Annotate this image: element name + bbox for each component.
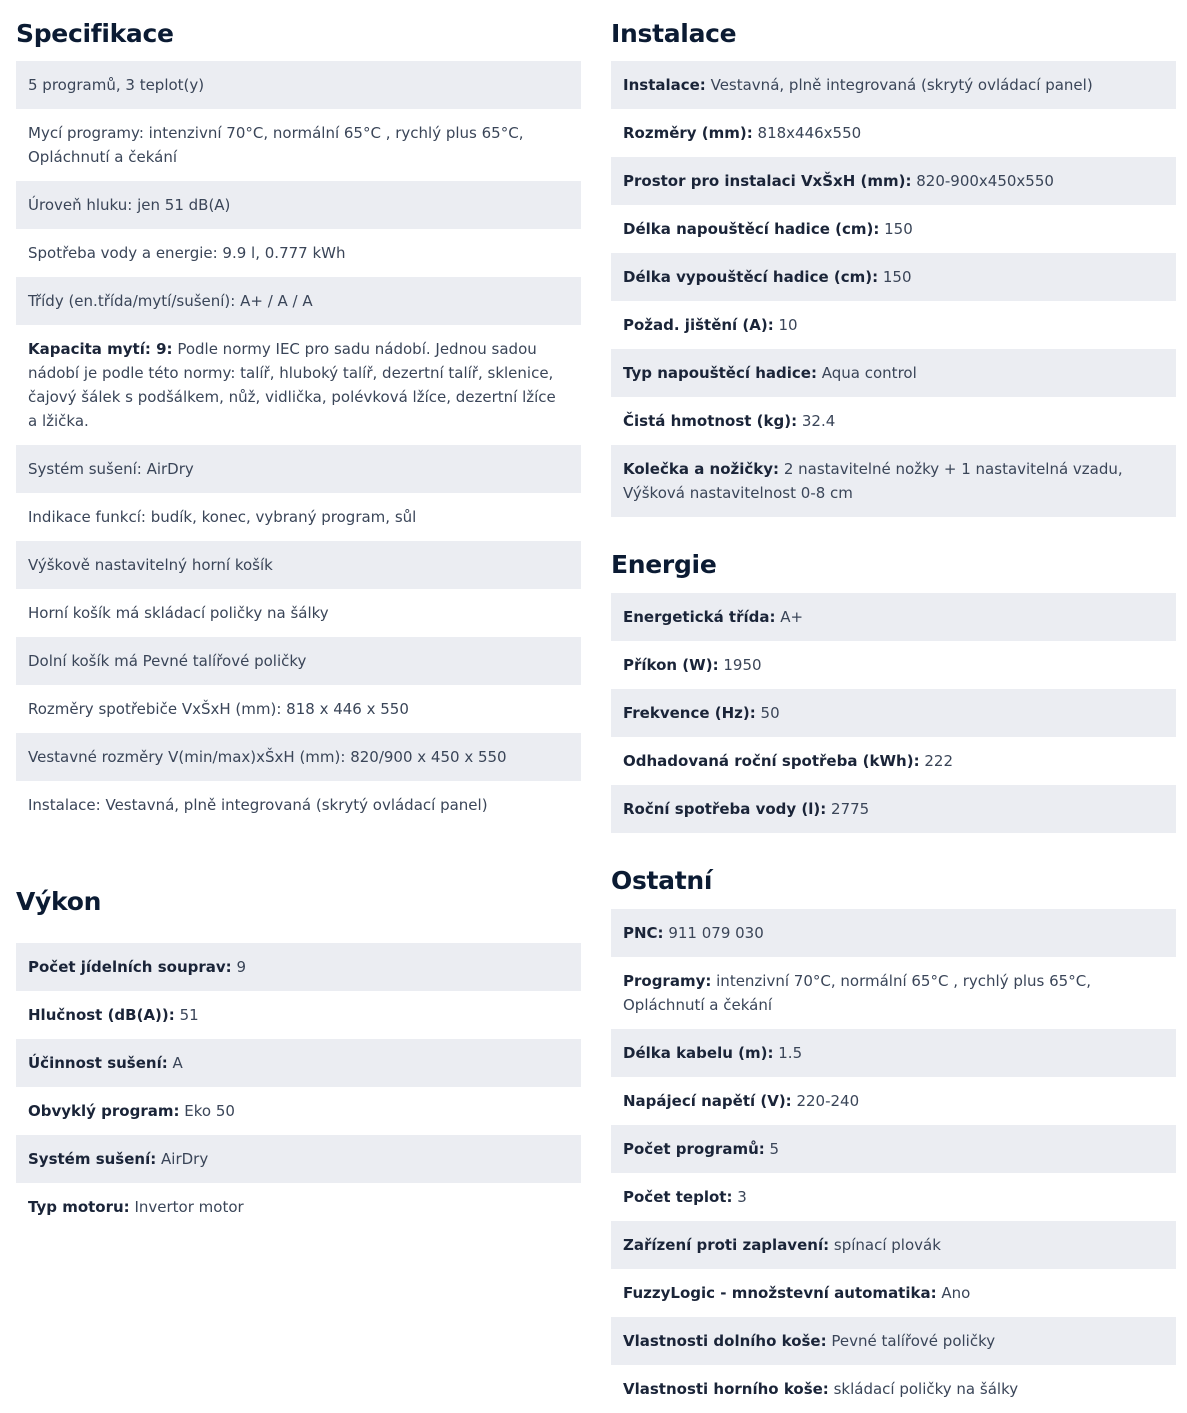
spec-row: [611, 641, 1176, 689]
spec-row: [16, 541, 581, 589]
spec-value: Ano: [941, 1284, 971, 1302]
spec-value: 5: [769, 1140, 780, 1158]
spec-key: Hlučnost (dB(A)):: [28, 1006, 175, 1024]
spec-key: Zařízení proti zaplavení:: [623, 1236, 830, 1254]
spec-value: 5 programů, 3 teplot(y): [28, 76, 205, 94]
spec-value: Dolní košík má Pevné talířové poličky: [28, 652, 307, 670]
spec-row: [611, 157, 1176, 205]
spec-value: 1950: [723, 656, 762, 674]
section-title-ostatni: Ostatní: [611, 866, 713, 895]
spec-key: Vlastnosti dolního koše:: [623, 1332, 827, 1350]
spec-key: Odhadovaná roční spotřeba (kWh):: [623, 752, 920, 770]
spec-key: Délka napouštěcí hadice (cm):: [623, 220, 880, 238]
spec-value: Vestavné rozměry V(min/max)xŠxH (mm): 820/900 x 450 x 550: [28, 748, 507, 766]
spec-row: [611, 1365, 1176, 1413]
spec-value: Pevné talířové poličky: [831, 1332, 996, 1350]
spec-row: [16, 1183, 581, 1231]
spec-row: [16, 943, 581, 991]
spec-row: [16, 1135, 581, 1183]
spec-value: 150: [884, 220, 913, 238]
spec-row: [611, 1125, 1176, 1173]
spec-row: [16, 109, 581, 181]
spec-key: FuzzyLogic - množstevní automatika:: [623, 1284, 937, 1302]
spec-value: 50: [760, 704, 780, 722]
spec-value: 10: [778, 316, 798, 334]
spec-row: [611, 957, 1176, 1029]
spec-value: Podle normy IEC pro sadu nádobí. Jednou sadou nádobí je podle této normy: talíř, hluboký talíř, dezertní talíř, sklenice, čajový šálek s podšálkem, nůž, vidlička, polévková lžíce, dezertní lžíce a lžička.: [28, 340, 556, 430]
spec-value: spínací plovák: [833, 1236, 941, 1254]
section-title-instalace: Instalace: [611, 19, 737, 48]
spec-key: Systém sušení:: [28, 1150, 157, 1168]
spec-value: Indikace funkcí: budík, konec, vybraný program, sůl: [28, 508, 417, 526]
spec-value: Rozměry spotřebiče VxŠxH (mm): 818 x 446 x 550: [28, 700, 409, 718]
spec-row: [611, 253, 1176, 301]
spec-key: Čistá hmotnost (kg):: [623, 412, 798, 430]
spec-row: [16, 445, 581, 493]
spec-value: 9: [236, 958, 246, 976]
spec-value: AirDry: [161, 1150, 209, 1168]
spec-key: Instalace:: [623, 76, 706, 94]
spec-value: 32.4: [801, 412, 836, 430]
spec-row: [611, 301, 1176, 349]
spec-row: [16, 493, 581, 541]
section-title-vykon: Výkon: [16, 887, 102, 916]
spec-row: [611, 1077, 1176, 1125]
spec-value: Mycí programy: intenzivní 70°C, normální 65°C , rychlý plus 65°C, Opláchnutí a čekání: [28, 124, 524, 166]
spec-key: Požad. jištění (A):: [623, 316, 774, 334]
spec-row: [16, 277, 581, 325]
spec-row: [16, 1039, 581, 1087]
spec-row: [16, 991, 581, 1039]
spec-list-ostatni: [611, 909, 1176, 1413]
spec-key: Napájecí napětí (V):: [623, 1092, 792, 1110]
spec-row: [611, 205, 1176, 253]
spec-key: Energetická třída:: [623, 608, 776, 626]
spec-key: Účinnost sušení:: [28, 1054, 168, 1072]
spec-key: Roční spotřeba vody (l):: [623, 800, 827, 818]
spec-key: Počet teplot:: [623, 1188, 733, 1206]
spec-value: 3: [737, 1188, 747, 1206]
spec-value: 150: [882, 268, 912, 286]
spec-list-instalace: [611, 61, 1176, 517]
spec-row: [611, 1221, 1176, 1269]
spec-key: Rozměry (mm):: [623, 124, 753, 142]
spec-key: Příkon (W):: [623, 656, 719, 674]
spec-value: Instalace: Vestavná, plně integrovaná (skrytý ovládací panel): [28, 796, 488, 814]
spec-value: Výškově nastavitelný horní košík: [28, 556, 273, 574]
spec-row: [16, 685, 581, 733]
spec-row: [16, 61, 581, 109]
spec-value: 1.5: [778, 1044, 803, 1062]
spec-row: [611, 61, 1176, 109]
spec-value: Horní košík má skládací poličky na šálky: [28, 604, 329, 622]
spec-row: [16, 781, 581, 829]
spec-value: Systém sušení: AirDry: [28, 460, 194, 478]
spec-row: [16, 181, 581, 229]
spec-value: Aqua control: [821, 364, 917, 382]
spec-key: Obvyklý program:: [28, 1102, 180, 1120]
spec-value: 2 nastavitelné nožky + 1 nastavitelná vzadu, Výšková nastavitelnost 0-8 cm: [623, 460, 1123, 502]
spec-row: [611, 109, 1176, 157]
spec-key: Vlastnosti horního koše:: [623, 1380, 829, 1398]
spec-row: [16, 637, 581, 685]
section-title-specifikace: Specifikace: [16, 19, 174, 48]
spec-row: [611, 397, 1176, 445]
spec-value: Třídy (en.třída/mytí/sušení): A+ / A / A: [28, 292, 313, 310]
spec-value: 820-900x450x550: [916, 172, 1054, 190]
spec-row: [611, 1029, 1176, 1077]
spec-row: [16, 733, 581, 781]
spec-row: [611, 349, 1176, 397]
spec-row: [16, 1087, 581, 1135]
spec-row: [611, 909, 1176, 957]
spec-row: [611, 593, 1176, 641]
spec-list-energie: [611, 593, 1176, 833]
spec-value: intenzivní 70°C, normální 65°C , rychlý plus 65°C, Opláchnutí a čekání: [623, 972, 1091, 1014]
spec-value: Vestavná, plně integrovaná (skrytý ovládací panel): [710, 76, 1093, 94]
spec-row: [16, 229, 581, 277]
right-column: [611, 0, 1176, 1413]
spec-row: [611, 737, 1176, 785]
spec-value: 51: [179, 1006, 199, 1024]
spec-value: Eko 50: [184, 1102, 235, 1120]
left-column: [16, 0, 581, 1231]
spec-key: Délka vypouštěcí hadice (cm):: [623, 268, 879, 286]
spec-value: 222: [924, 752, 954, 770]
spec-key: Kapacita mytí: 9:: [28, 340, 173, 358]
spec-list-specifikace: [16, 61, 581, 829]
spec-key: Prostor pro instalaci VxŠxH (mm):: [623, 172, 912, 190]
spec-key: Frekvence (Hz):: [623, 704, 756, 722]
spec-row: [611, 1317, 1176, 1365]
spec-row: [611, 1269, 1176, 1317]
spec-key: PNC:: [623, 924, 664, 942]
spec-row: [16, 325, 581, 445]
spec-value: A: [172, 1054, 183, 1072]
spec-value: 220-240: [796, 1092, 860, 1110]
spec-value: Spotřeba vody a energie: 9.9 l, 0.777 kWh: [28, 244, 346, 262]
spec-key: Typ napouštěcí hadice:: [623, 364, 817, 382]
spec-value: 911 079 030: [668, 924, 764, 942]
spec-key: Počet programů:: [623, 1140, 765, 1158]
spec-key: Délka kabelu (m):: [623, 1044, 774, 1062]
spec-list-vykon: [16, 943, 581, 1231]
spec-key: Počet jídelních souprav:: [28, 958, 232, 976]
spec-row: [611, 689, 1176, 737]
spec-value: skládací poličky na šálky: [833, 1380, 1019, 1398]
spec-value: 2775: [831, 800, 870, 818]
section-title-energie: Energie: [611, 550, 717, 579]
spec-row: [611, 785, 1176, 833]
spec-key: Typ motoru:: [28, 1198, 130, 1216]
spec-row: [611, 1173, 1176, 1221]
spec-row: [16, 589, 581, 637]
spec-value: Úroveň hluku: jen 51 dB(A): [28, 196, 231, 214]
spec-key: Programy:: [623, 972, 712, 990]
spec-value: 818x446x550: [757, 124, 862, 142]
spec-key: Kolečka a nožičky:: [623, 460, 780, 478]
spec-row: [611, 445, 1176, 517]
spec-value: A+: [780, 608, 804, 626]
spec-value: Invertor motor: [134, 1198, 244, 1216]
